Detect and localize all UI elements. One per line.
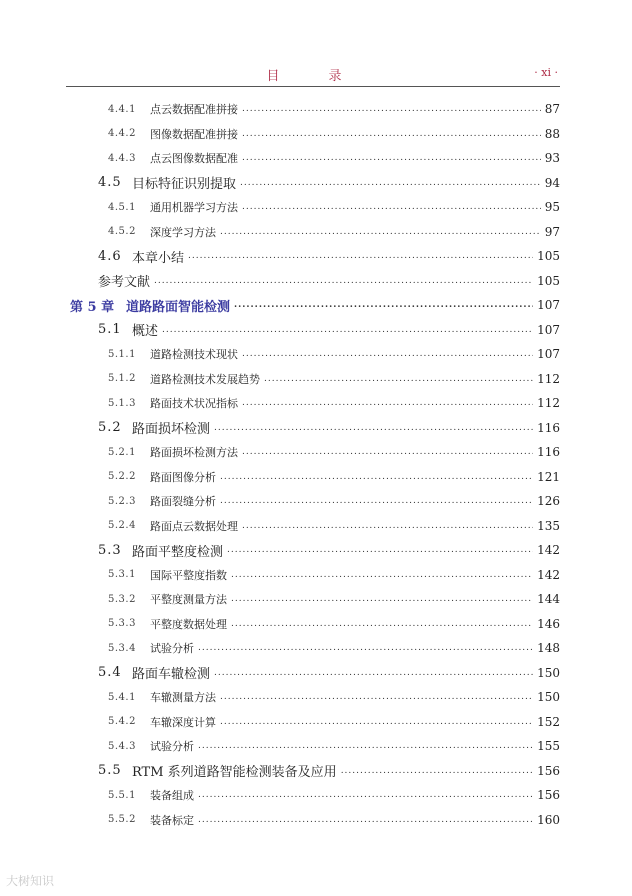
toc-entry-page: 105 — [537, 249, 560, 263]
toc-entry-title: 国际平整度指数 — [150, 568, 227, 582]
toc-entry[interactable] — [108, 466, 560, 488]
dot-leader — [242, 347, 533, 361]
dot-leader — [198, 641, 533, 655]
toc-entry-number: 5.1.1 — [108, 348, 136, 360]
dot-leader — [220, 470, 533, 484]
dot-leader — [240, 176, 541, 190]
toc-entry-number: 5.3.4 — [108, 642, 136, 654]
dot-leader — [242, 396, 533, 410]
toc-entry-title: 路面图像分析 — [150, 470, 216, 484]
dot-leader — [242, 127, 541, 141]
toc-entry-page: 93 — [544, 151, 560, 165]
toc-entry[interactable] — [98, 662, 560, 684]
toc-entry-page: 95 — [544, 200, 560, 214]
header-title: 目 录 — [266, 69, 360, 84]
dot-leader — [264, 372, 533, 386]
dot-leader — [242, 445, 533, 459]
toc-entry[interactable] — [108, 735, 560, 757]
toc-entry-number: 5.3.2 — [108, 593, 136, 605]
toc-entry-number: 5.2.2 — [108, 471, 136, 482]
toc-entry-title: 装备组成 — [150, 789, 194, 802]
toc-entry-page: 107 — [537, 322, 560, 337]
toc-entry[interactable] — [98, 539, 560, 561]
toc-entry-title: 路面平整度检测 — [132, 544, 224, 560]
toc-entry-number: 4.4.1 — [108, 103, 136, 115]
toc-entry-page: 121 — [537, 469, 560, 484]
toc-entry-number: 4.4.3 — [108, 152, 136, 164]
watermark-logo: 大树知识 — [6, 874, 55, 888]
toc-entry-title: 车辙深度计算 — [150, 715, 216, 729]
toc-entry-page: 156 — [537, 788, 560, 802]
toc-entry-title: 通用机器学习方法 — [150, 201, 238, 214]
toc-entry[interactable] — [98, 270, 560, 292]
toc-entry[interactable] — [98, 760, 560, 782]
dot-leader — [231, 617, 533, 631]
toc-entry-title: 本章小结 — [132, 250, 185, 266]
dot-leader — [198, 813, 533, 827]
dot-leader — [154, 274, 533, 288]
dot-leader — [242, 151, 541, 165]
dot-leader — [341, 764, 533, 778]
toc-entry-page: 142 — [537, 567, 560, 582]
toc-entry[interactable] — [108, 196, 560, 218]
toc-entry-title: 深度学习方法 — [150, 225, 216, 239]
toc-entry-number: 5.3 — [98, 542, 122, 558]
toc-entry-title: 路面裂缝分析 — [150, 495, 216, 508]
toc-entry-page: 112 — [537, 371, 560, 386]
toc-entry-title: 路面损坏检测方法 — [150, 446, 238, 459]
toc-entry-number: 5.1.3 — [108, 397, 136, 409]
dot-leader — [220, 225, 541, 239]
toc-entry-title: 路面车辙检测 — [132, 667, 211, 682]
toc-entry-number: 5.4.2 — [108, 716, 136, 727]
toc-entry-page: 146 — [537, 616, 560, 631]
dot-leader — [188, 249, 533, 263]
toc-entry-number: 5.2.3 — [108, 495, 136, 507]
toc-entry-number: 5.2.4 — [108, 520, 136, 531]
dot-leader — [231, 568, 533, 582]
toc-entry[interactable] — [108, 711, 560, 733]
page-header — [66, 62, 560, 87]
toc-entry-number: 5.1.2 — [108, 373, 136, 384]
toc-entry-page: 150 — [537, 665, 560, 680]
toc-entry-page: 116 — [537, 445, 560, 459]
toc-entry-title: 点云图像数据配准 — [150, 152, 238, 165]
dot-leader — [220, 715, 533, 729]
toc-entry-page: 144 — [537, 592, 560, 606]
toc-entry-page: 116 — [537, 420, 560, 435]
toc-entry-title: 路面技术状况指标 — [150, 397, 238, 410]
toc-entry-title: RTM 系列道路智能检测装备及应用 — [132, 765, 337, 780]
toc-entry-title: 路面点云数据处理 — [150, 519, 238, 533]
toc-entry-number: 4.5.2 — [108, 226, 136, 237]
header-page-number: · xi · — [534, 66, 558, 79]
dot-leader — [198, 788, 533, 802]
toc-entry[interactable] — [108, 392, 560, 414]
toc-entry-number: 5.5 — [98, 763, 122, 778]
dot-leader — [162, 323, 533, 337]
toc-entry[interactable] — [108, 147, 560, 169]
toc-entry[interactable] — [108, 221, 560, 243]
toc-entry-title: 试验分析 — [150, 740, 194, 753]
toc-entry-number: 5.4.3 — [108, 740, 136, 752]
toc-entry-page: 152 — [537, 714, 560, 729]
toc-entry-number: 4.5.1 — [108, 201, 136, 213]
toc-entry-number: 5.5.2 — [108, 814, 136, 825]
toc-entry-page: 94 — [544, 175, 560, 190]
toc-entry-page: 107 — [537, 347, 560, 361]
toc-entry-page: 142 — [537, 543, 560, 557]
toc-entry-page: 135 — [537, 518, 560, 533]
toc-entry-number: 5.4 — [98, 665, 122, 680]
toc-entry-title: 道路检测技术发展趋势 — [150, 372, 260, 386]
toc-entry[interactable] — [108, 588, 560, 610]
toc-entry-number: 4.5 — [98, 175, 122, 190]
toc-entry[interactable] — [108, 515, 560, 537]
toc-entry-number: 5.4.1 — [108, 691, 136, 703]
toc-entry-title: 图像数据配准拼接 — [150, 127, 238, 141]
toc-entry-page: 156 — [537, 763, 560, 778]
toc-chapter-entry[interactable] — [70, 294, 560, 316]
toc-entry-title: 参考文献 — [98, 275, 151, 290]
toc-entry-number: 5.5.1 — [108, 789, 136, 801]
dot-leader — [231, 592, 533, 606]
toc-entry-title: 目标特征识别提取 — [132, 177, 237, 192]
toc-entry[interactable] — [108, 490, 560, 512]
dot-leader — [220, 494, 533, 508]
toc-entry[interactable] — [108, 441, 560, 463]
toc-entry[interactable] — [98, 245, 560, 267]
toc-entry-title: 装备标定 — [150, 813, 194, 827]
toc-entry-number: 5.3.3 — [108, 618, 136, 629]
toc-entry-page: 150 — [537, 690, 560, 704]
toc-entry[interactable] — [108, 613, 560, 635]
toc-entry-page: 160 — [537, 812, 560, 827]
toc-entry-title: 道路检测技术现状 — [150, 348, 238, 361]
toc-entry-number: 第 5 章 — [70, 299, 115, 315]
toc-entry-page: 88 — [544, 126, 560, 141]
dot-leader — [234, 298, 533, 312]
toc-entry[interactable] — [98, 172, 560, 194]
dot-leader — [242, 200, 541, 214]
toc-entry[interactable] — [108, 686, 560, 708]
toc-entry[interactable] — [108, 343, 560, 365]
toc-entry-title: 路面损坏检测 — [132, 422, 211, 437]
toc-entry-page: 105 — [537, 273, 560, 288]
toc-entry-page: 148 — [537, 641, 560, 655]
toc-entry-title: 平整度测量方法 — [150, 593, 227, 606]
dot-leader — [198, 739, 533, 753]
toc-entry[interactable] — [108, 784, 560, 806]
toc-entry-number: 4.4.2 — [108, 128, 136, 139]
toc-entry-page: 155 — [537, 739, 560, 753]
toc-entry-title: 点云数据配准拼接 — [150, 103, 238, 116]
toc-entry-page: 97 — [544, 224, 560, 239]
toc-entry-page: 87 — [544, 102, 560, 116]
toc-entry-number: 5.3.1 — [108, 569, 136, 580]
toc-entry[interactable] — [108, 564, 560, 586]
dot-leader — [242, 519, 533, 533]
toc-entry-page: 112 — [537, 396, 560, 410]
toc-entry-title: 概述 — [132, 324, 159, 339]
toc-entry[interactable] — [98, 417, 560, 439]
toc-entry-number: 4.6 — [98, 248, 122, 264]
toc-entry[interactable] — [108, 368, 560, 390]
dot-leader — [242, 102, 541, 116]
toc-entry[interactable] — [98, 319, 560, 341]
dot-leader — [227, 543, 533, 557]
toc-entry-page: 107 — [537, 298, 560, 312]
dot-leader — [220, 690, 533, 704]
dot-leader — [214, 421, 533, 435]
toc-entry-title: 平整度数据处理 — [150, 617, 227, 631]
toc-entry[interactable] — [108, 123, 560, 145]
toc-entry-title: 车辙测量方法 — [150, 691, 216, 704]
toc-entry[interactable] — [108, 809, 560, 831]
toc-entry-number: 5.1 — [98, 322, 122, 337]
toc-entry-number: 5.2 — [98, 420, 122, 435]
toc-entry-number: 5.2.1 — [108, 446, 136, 458]
dot-leader — [214, 666, 533, 680]
toc-entry[interactable] — [108, 637, 560, 659]
toc-entry-title: 道路路面智能检测 — [126, 299, 231, 315]
toc-entry-title: 试验分析 — [150, 642, 194, 655]
toc-entry-page: 126 — [537, 494, 560, 508]
toc-entry[interactable] — [108, 98, 560, 120]
